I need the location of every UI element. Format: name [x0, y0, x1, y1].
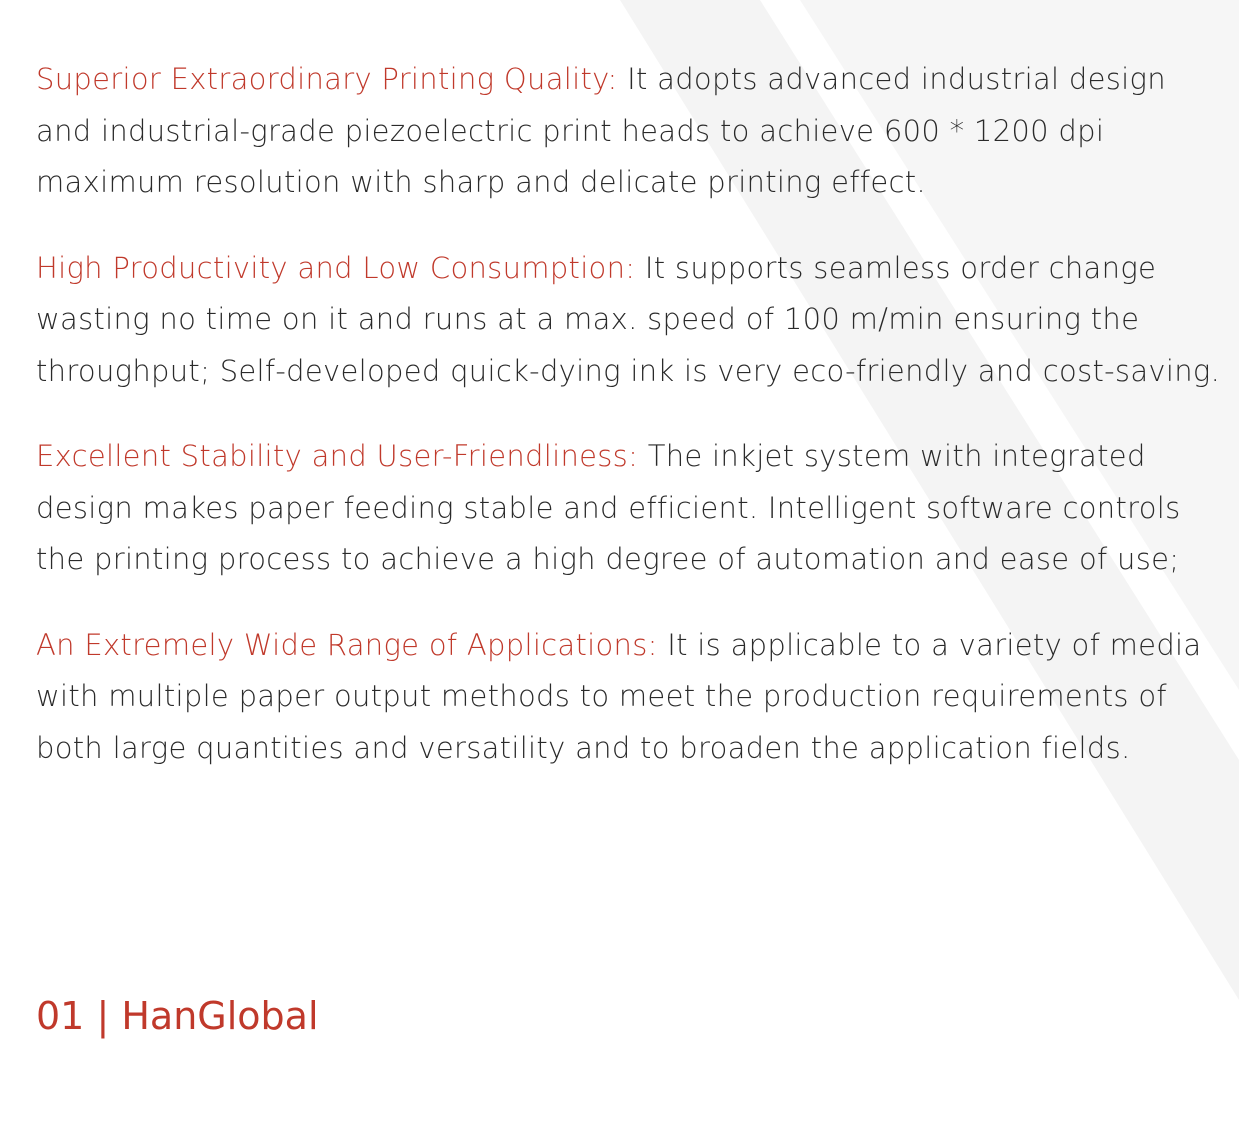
feature-description: The inkjet system with integrated design makes paper feeding stable and efficient. Intelligent software controls the printing process to achieve a high degree of automation and ease of use;	[36, 439, 1181, 576]
page-footer	[36, 990, 319, 1042]
feature-description: It is applicable to a variety of media with multiple paper output methods to meet the production requirements of both large quantities and versatility and to broaden the application fields.	[36, 627, 1202, 765]
feature-heading: Superior Extraordinary Printing Quality:	[36, 62, 618, 96]
page-number: 01	[36, 994, 85, 1038]
footer-separator: |	[96, 994, 110, 1038]
feature-stability	[36, 431, 1221, 586]
brand-name: HanGlobal	[121, 994, 319, 1038]
feature-applications	[36, 620, 1221, 775]
feature-heading: An Extremely Wide Range of Applications:	[36, 627, 658, 662]
feature-printing-quality	[36, 54, 1221, 209]
feature-productivity	[36, 243, 1221, 398]
feature-description: It adopts advanced industrial design and industrial-grade piezoelectric print heads to achieve 600 * 1200 dpi maximum resolution with sharp and delicate printing effect.	[36, 62, 1166, 199]
feature-list	[36, 54, 1221, 808]
feature-heading: Excellent Stability and User-Friendliness:	[36, 439, 639, 473]
feature-heading: High Productivity and Low Consumption:	[36, 250, 636, 285]
feature-description: It supports seamless order change wasting no time on it and runs at a max. speed of 100 m/min ensuring the throughput; Self-developed quick-dying ink is very eco-friendly and cost-saving.	[36, 250, 1221, 388]
